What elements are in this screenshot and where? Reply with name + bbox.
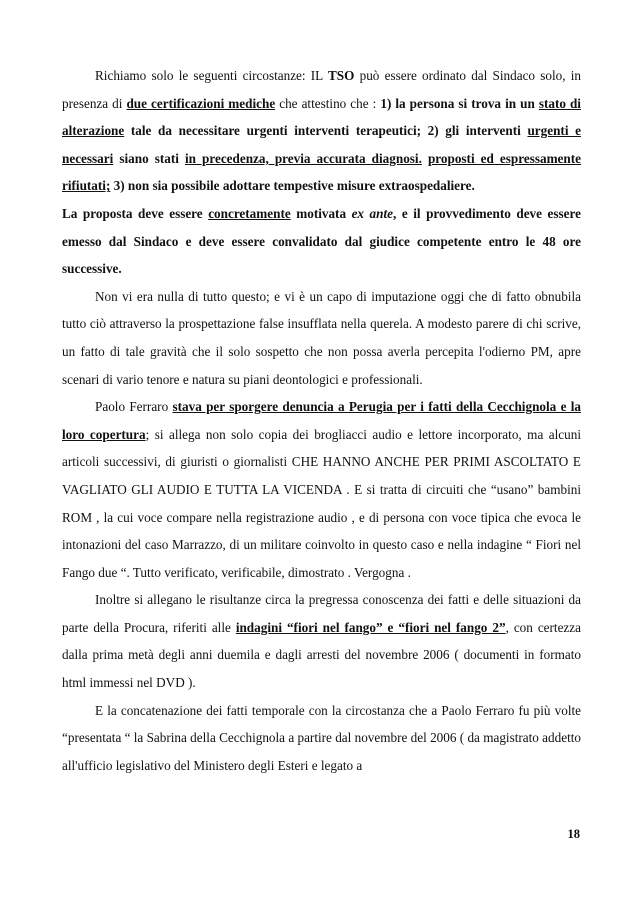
emphasis-certificazioni: due certificazioni mediche xyxy=(126,95,276,111)
document-body xyxy=(62,62,581,779)
bold-run: 3) non sia possibile adottare tempestive misure extraospedaliere. xyxy=(110,178,475,194)
text-run: ; si allega non solo copia dei brogliacci audio e lettore incorporato, ma alcuni articoli successivi, di giuristi o giornalisti CHE HANNO ANCHE PER PRIMI ASCOLTATO E VAGLIATO GLI AUDIO E TUTTA LA VICENDA . E si tratta di circuiti che “usano” bambini ROM , la cui voce compare nella registrazione audio , e di persona con voce tipica che evoca le intonazioni del caso Marrazzo, di un militare coinvolto in questo caso e nella indagine “ Fiori nel Fango due “. Tutto verificato, verificabile, dimostrato . Vergogna . xyxy=(62,426,581,580)
paragraph-tso-conditions xyxy=(62,62,581,200)
text-run: può essere ordinato dal Sindaco solo, in presenza di xyxy=(62,68,581,111)
text-run: Inoltre si allegano le risultanze circa la pregressa conoscenza dei fatti e delle situazioni da parte della Procura, riferiti alle xyxy=(62,592,581,635)
text-run: Richiamo solo le seguenti circostanze: IL xyxy=(95,68,328,83)
bold-run: 1) la persona si trova in un xyxy=(380,95,539,111)
emphasis-ex-ante: ex ante xyxy=(351,205,394,221)
emphasis-urgenti: urgenti e necessari xyxy=(62,123,581,166)
paragraph-fiori-nel-fango xyxy=(62,586,581,696)
emphasis-concretamente: concretamente xyxy=(208,205,291,221)
text-run: Paolo Ferraro xyxy=(95,399,173,415)
emphasis-indagini: indagini “fiori nel fango” e “fiori nel fango 2” xyxy=(235,619,506,635)
bold-run: siano stati xyxy=(113,150,185,166)
emphasis-denuncia-perugia: stava per sporgere denuncia a Perugia per i fatti della Cecchignola e la loro copertura xyxy=(62,399,581,442)
emphasis-diagnosi: in precedenza, previa accurata diagnosi. xyxy=(184,150,422,166)
emphasis-stato-alterazione: stato di alterazione xyxy=(62,95,581,139)
bold-run: La proposta deve essere xyxy=(62,205,209,221)
emphasis-rifiutati: proposti ed espressamente rifiutati; xyxy=(62,150,581,194)
text-run: che attestino che : xyxy=(275,95,381,111)
bold-run: , e il provvedimento deve essere emesso dal Sindaco e deve essere convalidato dal giudice competente entro le 48 ore successive. xyxy=(62,205,581,277)
paragraph-capo-imputazione: Non vi era nulla di tutto questo; e vi è un capo di imputazione oggi che di fatto obnubila tutto ciò attraverso la prospettazione false insufflata nella querela. A modesto parere di chi scrive, un fatto di tale gravità che il solo sospetto che non possa averla percepita l'odierno PM, apre scenari di vario tenore e natura su piani deontologici e professionali. xyxy=(62,288,581,387)
page-number: 18 xyxy=(567,827,580,841)
text-run: , con certezza dalla prima metà degli anni duemila e dagli arresti del novembre 2006 ( documenti in formato html immessi nel DVD ). xyxy=(62,619,581,691)
bold-run: motivata xyxy=(290,205,352,221)
paragraph-proposta xyxy=(62,200,581,283)
bold-run: tale da necessitare urgenti interventi terapeutici; 2) gli interventi xyxy=(124,123,528,139)
bold-term-tso: TSO xyxy=(327,68,355,83)
paragraph-concatenazione: E la concatenazione dei fatti temporale con la circostanza che a Paolo Ferraro fu più volte “presentata “ la Sabrina della Cecchignola a partire dal novembre del 2006 ( da magistrato addetto all'ufficio legislativo del Ministero degli Esteri e legato a xyxy=(62,702,581,773)
paragraph-paolo-ferraro xyxy=(62,393,581,586)
